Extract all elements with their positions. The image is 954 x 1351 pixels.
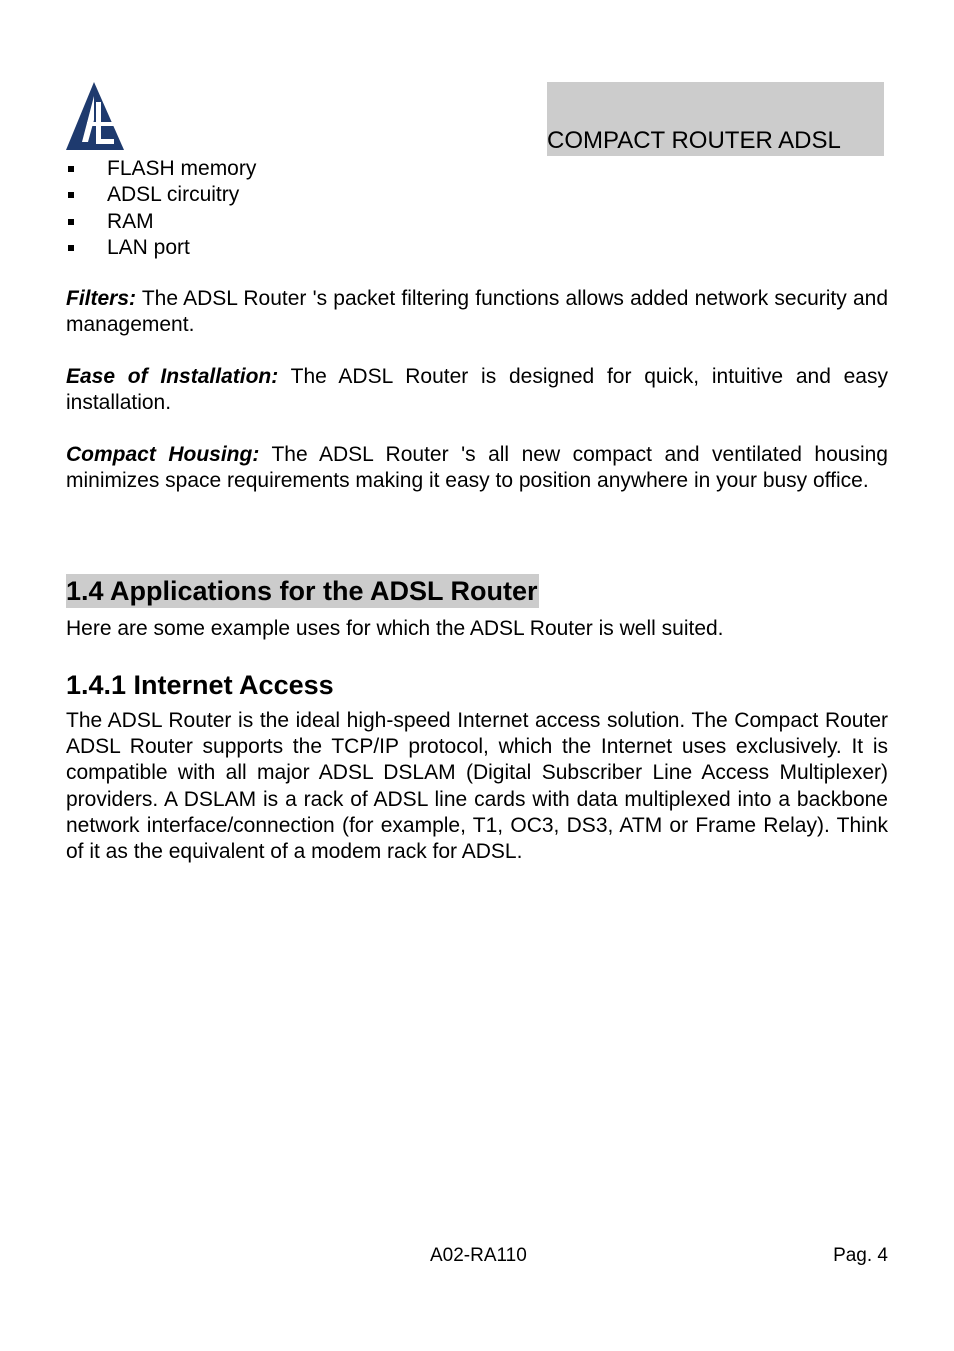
- list-item: ADSL circuitry: [66, 182, 256, 208]
- header-box: [547, 82, 884, 156]
- list-item: RAM: [66, 209, 256, 235]
- footer-doc-code: A02-RA110: [430, 1245, 527, 1266]
- feature-compact-housing: Compact Housing: The ADSL Router 's all new compact and ventilated housing minimizes space requirements making it easy to position anywhere in your busy office.: [66, 443, 888, 493]
- section-heading: 1.4 Applications for the ADSL Router: [66, 576, 538, 606]
- bullet-icon: [68, 219, 74, 225]
- list-item: FLASH memory: [66, 156, 256, 182]
- list-item: LAN port: [66, 235, 256, 261]
- atlantis-logo-icon: [66, 82, 124, 150]
- subsection-heading: 1.4.1 Internet Access: [66, 670, 334, 700]
- bullet-icon: [68, 245, 74, 251]
- header-title: COMPACT ROUTER ADSL: [547, 127, 841, 154]
- bullet-icon: [68, 166, 74, 172]
- footer-page-number: Pag. 4: [833, 1245, 888, 1266]
- feature-ease-of-installation: Ease of Installation: The ADSL Router is designed for quick, intuitive and easy installation.: [66, 365, 888, 415]
- bullet-icon: [68, 192, 74, 198]
- subsection-body: The ADSL Router is the ideal high-speed Internet access solution. The Compact Router ADSL Router supports the TCP/IP protocol, which the Internet uses exclusively. It is compatible with all major ADSL DSLAM (Digital Subscriber Line Access Multiplexer) providers. A DSLAM is a rack of ADSL line cards with data multiplexed into a backbone network interface/connection (for example, T1, OC3, DS3, ATM or Frame Relay). Think of it as the equivalent of a modem rack for ADSL.: [66, 709, 888, 864]
- section-intro: Here are some example uses for which the ADSL Router is well suited.: [66, 617, 724, 640]
- feature-bullet-list: [66, 156, 256, 261]
- feature-filters: Filters: The ADSL Router 's packet filtering functions allows added network security and management.: [66, 287, 888, 337]
